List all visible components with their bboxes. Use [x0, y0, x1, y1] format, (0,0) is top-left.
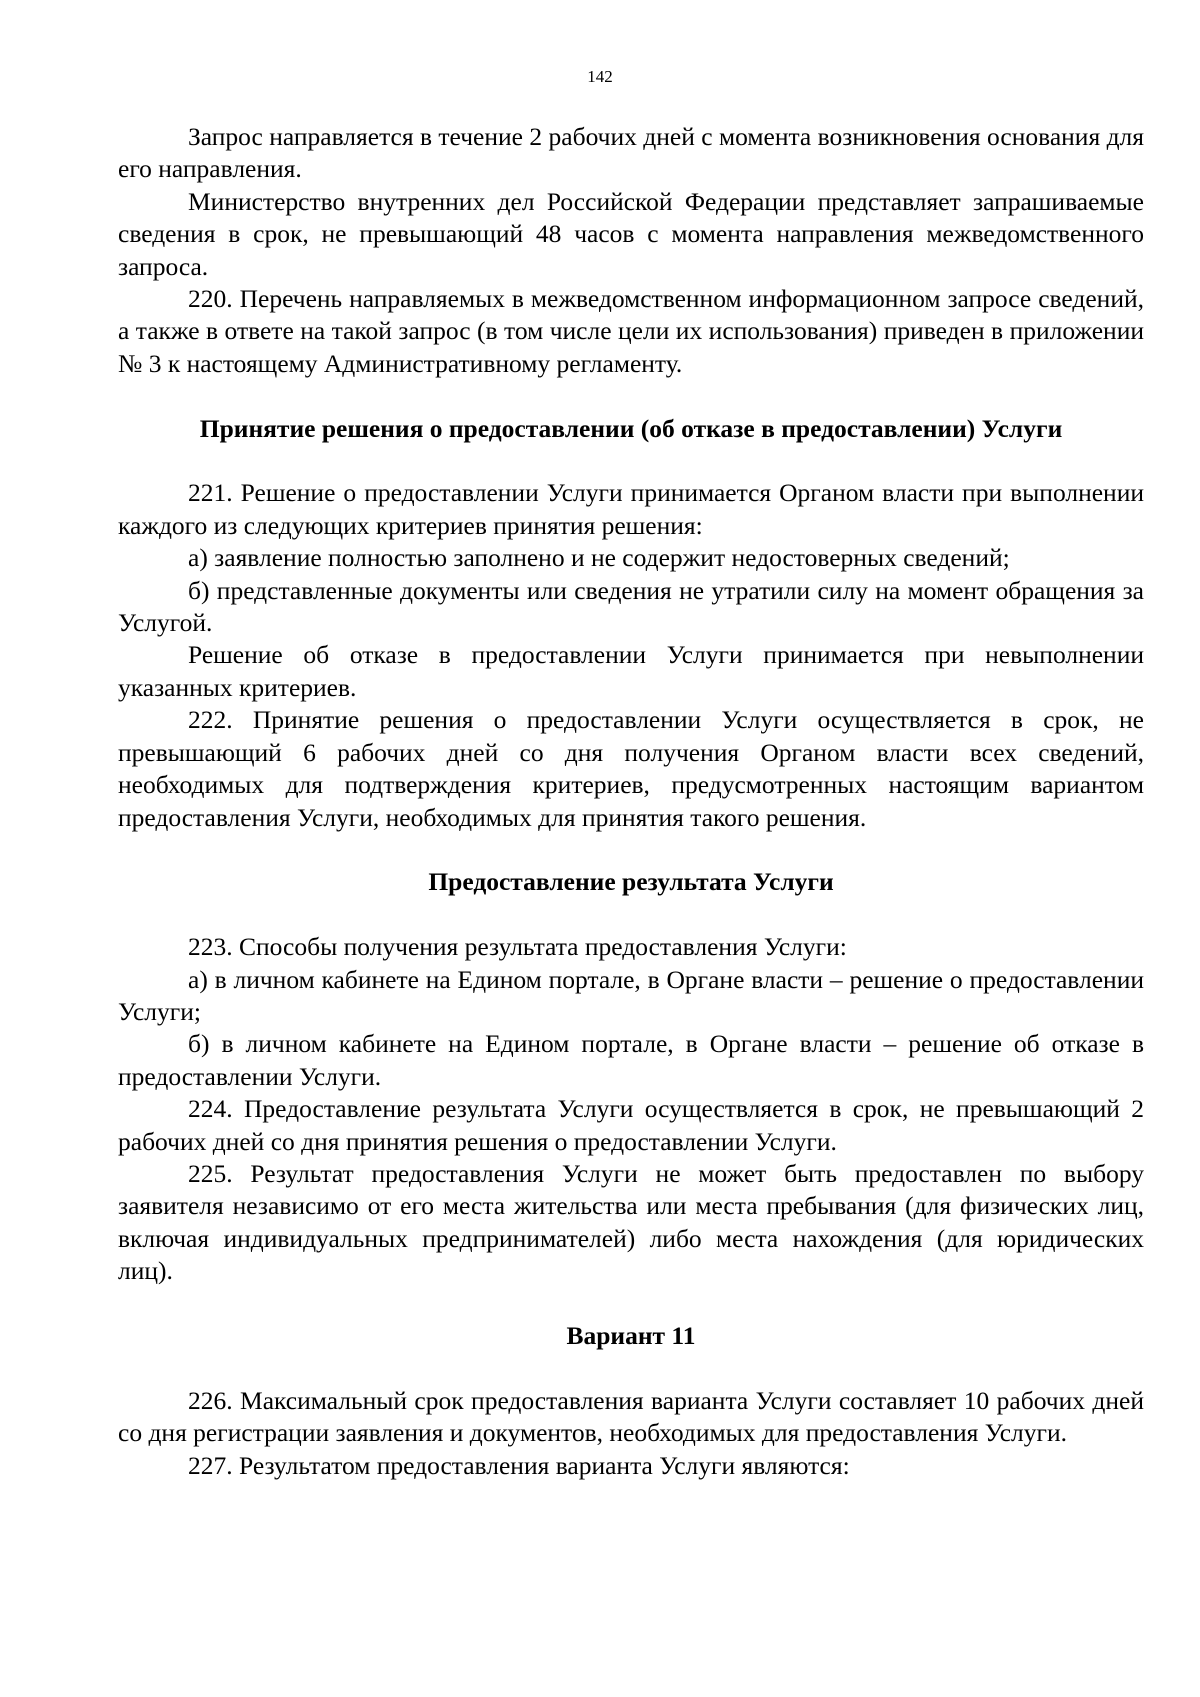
paragraph: 221. Решение о предоставлении Услуги принимается Органом власти при выполнении каждого из следующих критериев принятия решения: — [118, 478, 1144, 540]
section-spacer — [118, 380, 1144, 412]
paragraph: б) в личном кабинете на Едином портале, в Органе власти – решение об отказе в предоставлении Услуги. — [118, 1029, 1144, 1091]
paragraph: 223. Способы получения результата предоставления Услуги: — [188, 932, 847, 962]
section-heading: Принятие решения о предоставлении (об отказе в предоставлении) Услуги — [199, 413, 1063, 443]
page-number: 142 — [587, 67, 613, 86]
paragraph: 220. Перечень направляемых в межведомственном информационном запросе сведений, а также в ответе на такой запрос (в том числе цели их использования) приведен в приложении № 3 к настоящему Административному регламенту. — [118, 284, 1144, 378]
paragraph: 227. Результатом предоставления варианта Услуги являются: — [188, 1450, 850, 1480]
section-spacer — [118, 834, 1144, 866]
paragraph: 224. Предоставление результата Услуги осуществляется в срок, не превышающий 2 рабочих дней со дня принятия решения о предоставлении Услуги. — [118, 1094, 1144, 1156]
paragraph: Запрос направляется в течение 2 рабочих дней с момента возникновения основания для его направления. — [118, 122, 1144, 184]
paragraph: а) в личном кабинете на Едином портале, в Органе власти – решение о предоставлении Услуги; — [118, 964, 1144, 1026]
paragraph: б) представленные документы или сведения не утратили силу на момент обращения за Услугой. — [118, 575, 1144, 638]
paragraph: 226. Максимальный срок предоставления варианта Услуги составляет 10 рабочих дней со дня регистрации заявления и документов, необходимых для предоставления Услуги. — [118, 1385, 1144, 1448]
section-spacer — [118, 1288, 1144, 1320]
section-spacer — [118, 899, 1144, 931]
paragraph: Решение об отказе в предоставлении Услуги принимается при невыполнении указанных критериев. — [118, 640, 1144, 702]
paragraph: 225. Результат предоставления Услуги не может быть предоставлен по выбору заявителя независимо от его места жительства или места пребывания (для физических лиц, включая индивидуальных предпринимателей) либо места нахождения (для юридических лиц). — [118, 1158, 1144, 1286]
section-heading: Предоставление результата Услуги — [428, 867, 834, 897]
section-heading: Вариант 11 — [566, 1320, 696, 1350]
paragraph: 222. Принятие решения о предоставлении Услуги осуществляется в срок, не превышающий 6 рабочих дней со дня получения Органом власти всех сведений, необходимых для подтверждения критериев, предусмотренных настоящим вариантом предоставления Услуги, необходимых для принятия такого решения. — [118, 705, 1144, 832]
section-spacer — [118, 445, 1144, 477]
document-body — [118, 121, 1144, 1482]
section-spacer — [118, 1352, 1144, 1384]
paragraph: Министерство внутренних дел Российской Федерации представляет запрашиваемые сведения в срок, не превышающий 48 часов с момента направления межведомственного запроса. — [118, 186, 1144, 281]
paragraph: а) заявление полностью заполнено и не содержит недостоверных сведений; — [188, 543, 1010, 573]
